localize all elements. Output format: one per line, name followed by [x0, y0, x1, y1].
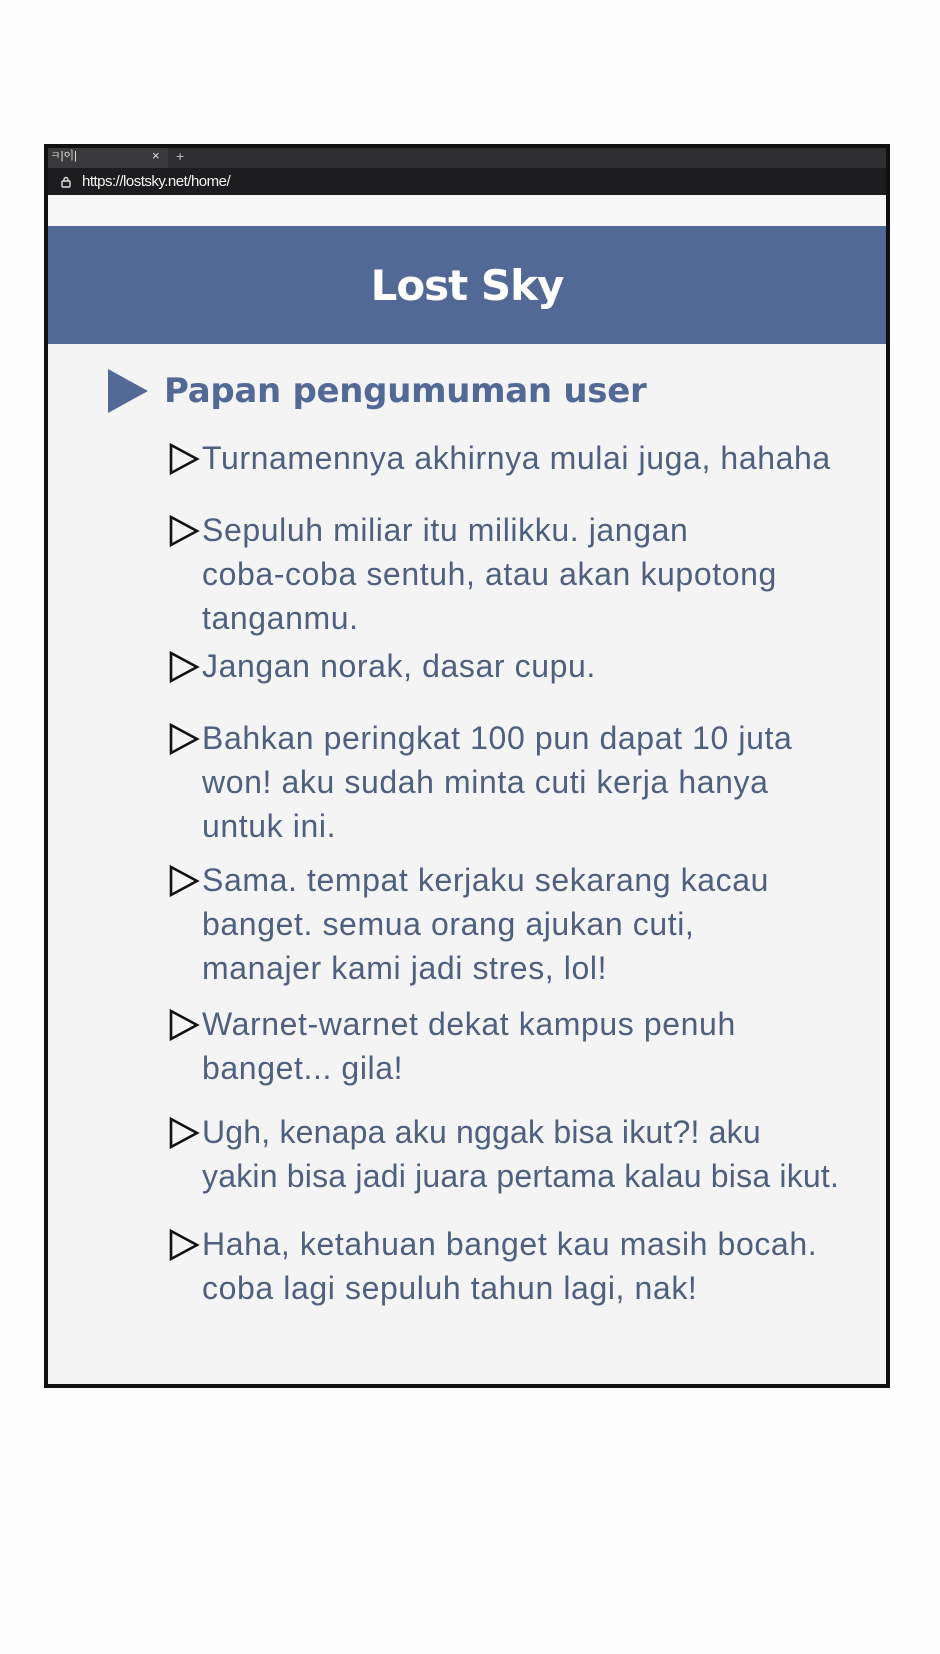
- post-item[interactable]: [168, 858, 868, 990]
- play-triangle-outline-icon: [168, 1228, 200, 1262]
- tab-title: ㅋ|이|: [50, 150, 77, 162]
- post-item[interactable]: [168, 1110, 890, 1198]
- play-triangle-outline-icon: [168, 1116, 200, 1150]
- play-triangle-outline-icon: [168, 442, 200, 476]
- site-title[interactable]: Lost Sky: [370, 260, 564, 310]
- site-header: [48, 226, 886, 344]
- post-text: Ugh, kenapa aku nggak bisa ikut?! aku yakin bisa jadi juara pertama kalau bisa ikut.: [202, 1114, 840, 1194]
- new-tab-icon[interactable]: +: [176, 148, 185, 164]
- play-triangle-outline-icon: [168, 864, 200, 898]
- post-text: Warnet-warnet dekat kampus penuh banget... gila!: [202, 1006, 736, 1086]
- play-triangle-outline-icon: [168, 722, 200, 756]
- lock-icon: [60, 176, 72, 188]
- browser-window: [44, 144, 890, 1388]
- post-item[interactable]: [168, 1002, 868, 1090]
- tab-close-icon[interactable]: ×: [152, 148, 160, 163]
- address-bar[interactable]: [48, 168, 886, 195]
- post-text: Haha, ketahuan banget kau masih bocah. coba lagi sepuluh tahun lagi, nak!: [202, 1226, 818, 1306]
- browser-tab[interactable]: [48, 148, 168, 168]
- post-text: Jangan norak, dasar cupu.: [202, 648, 596, 684]
- tab-strip: [48, 148, 886, 169]
- play-triangle-outline-icon: [168, 650, 200, 684]
- board-title[interactable]: Papan pengumuman user: [164, 371, 647, 411]
- play-triangle-outline-icon: [168, 514, 200, 548]
- post-text: Sepuluh miliar itu milikku. jangan coba-coba sentuh, atau akan kupotong tanganmu.: [202, 512, 777, 636]
- play-triangle-outline-icon: [168, 1008, 200, 1042]
- post-text: Bahkan peringkat 100 pun dapat 10 juta won! aku sudah minta cuti kerja hanya untuk ini.: [202, 720, 793, 844]
- post-text: Turnamennya akhirnya mulai juga, hahaha: [202, 440, 831, 476]
- url-text[interactable]: https://lostsky.net/home/: [82, 173, 231, 190]
- page-top-gap: [48, 195, 886, 226]
- post-item[interactable]: [168, 1222, 868, 1310]
- post-text: Sama. tempat kerjaku sekarang kacau banget. semua orang ajukan cuti, manajer kami jadi stres, lol!: [202, 862, 770, 986]
- post-item[interactable]: [168, 436, 868, 480]
- post-item[interactable]: [168, 508, 868, 640]
- play-triangle-filled-icon: [108, 369, 148, 413]
- board-heading: [108, 366, 646, 416]
- post-item[interactable]: [168, 716, 868, 848]
- post-item[interactable]: [168, 644, 868, 688]
